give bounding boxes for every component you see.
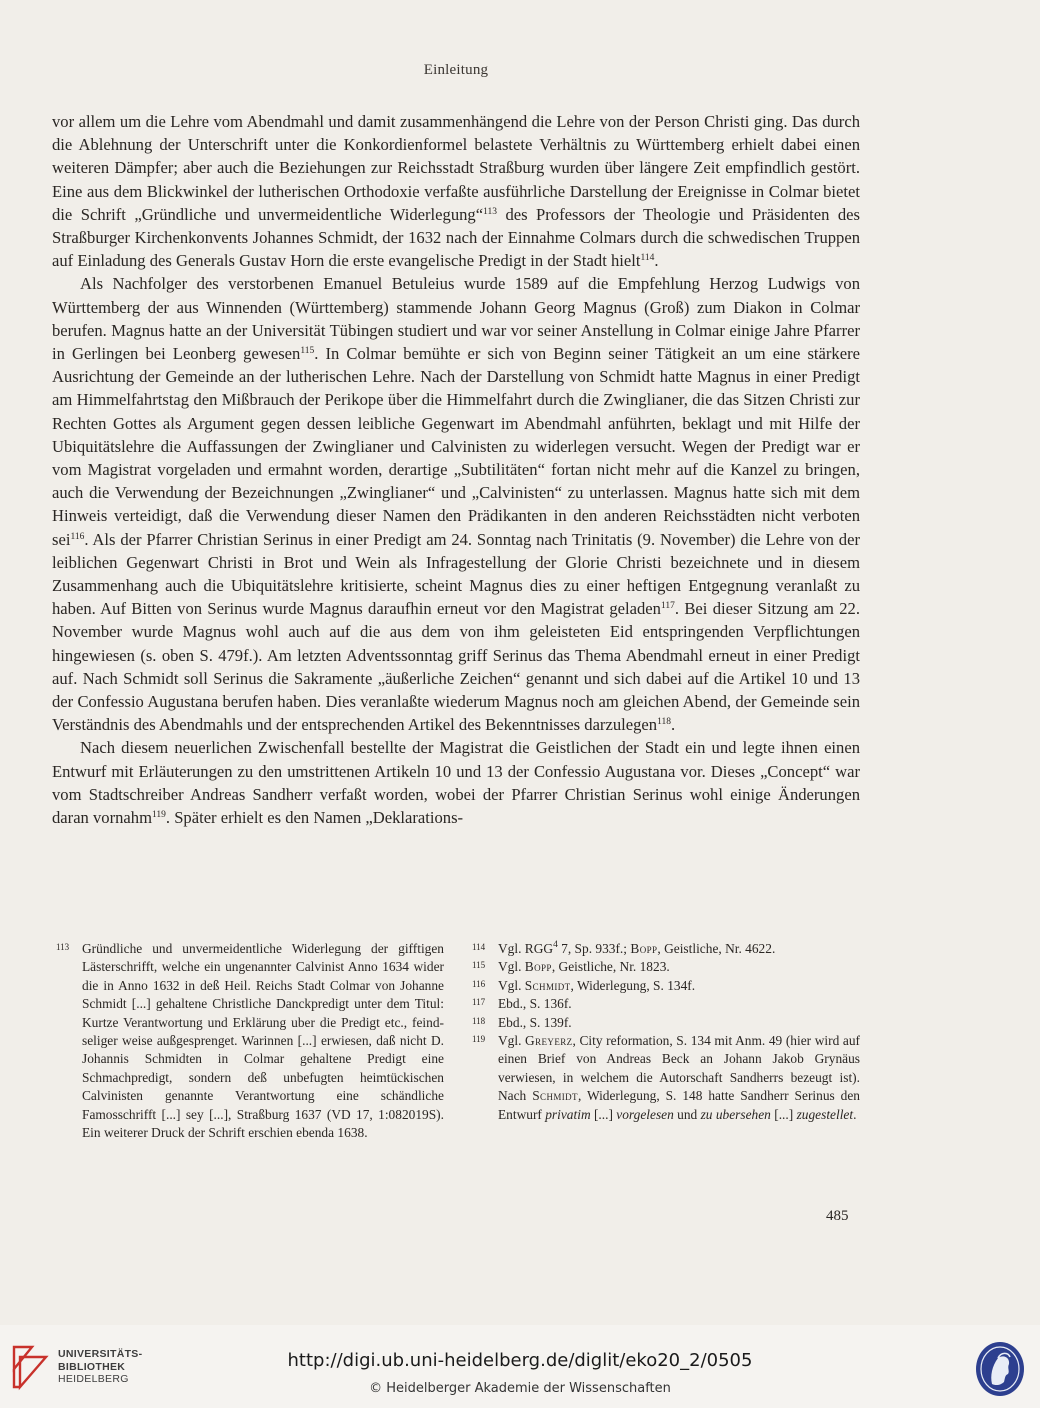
footnote-ref-114[interactable]: 114: [640, 253, 655, 264]
footnote-number: 117: [472, 997, 486, 1008]
footnote-113: [52, 940, 444, 1142]
footnote-115: [468, 958, 860, 976]
footnote-text: Vgl. RGG$^4$ 7, Sp. 933f.; Bopp, Geistliche, Nr. 4622.: [498, 940, 776, 956]
footnote-number: 119: [472, 1034, 486, 1045]
footnote-text: Vgl. Greyerz, City reformation, S. 134 mit Anm. 49 (hier wird auf einen Brief von Andreas Beck an Johann Jakob Grynäus verwiesen, in welchem die Autorschaft Sandherrs bezeugt ist). Nach Schmidt, Widerlegung, S. 148 hatte Sandherr Serinus den Entwurf privatim [...] vorgelesen und zu ubersehen [...] zugestellet.: [498, 1033, 860, 1122]
page-number: 485: [826, 1208, 849, 1224]
footnote-114: [468, 940, 860, 958]
permalink-url[interactable]: http://digi.ub.uni-heidelberg.de/diglit/eko20_2/0505: [287, 1350, 753, 1371]
footnote-text: Vgl. Bopp, Geistliche, Nr. 1823.: [498, 959, 670, 975]
footnotes-left-column: [52, 940, 444, 1142]
main-text: [52, 110, 860, 829]
footnote-number: 118: [472, 1015, 486, 1026]
footnote-number: 113: [56, 942, 70, 952]
paragraph-2: Als Nachfolger des verstorbenen Emanuel Betuleius wurde 1589 auf die Empfehlung Herzog Ludwigs von Württemberg der aus Winnenden (Württemberg) stammende Johann Georg Magnus (Groß) zum Diakon in Colmar berufen. Magnus hatte an der Universität Tübingen studiert und war vor seiner Anstellung in Colmar einige Jahre Pfarrer in Gerlingen bei Leonberg gewesen$^{115}$. In Colmar bemühte er sich von Beginn seiner Tätigkeit an um eine stärkere Ausrichtung der Gemeinde an der lutherischen Lehre. Nach der Darstellung von Schmidt hatte Magnus in einer Predigt am Himmelfahrtstag den Mißbrauch der Perikope über die Himmelfahrt durch die Zwinglianer, die das Sitzen Christi zur Rechten Gottes als Argument gegen dessen leibliche Gegenwart im Abendmahl anführten, beklagt und mit Hilfe der Ubiquitätslehre die Auffassungen der Zwinglianer und Calvinisten zu widerlegen versucht. Wegen der Predigt war er vom Magistrat vorgeladen und ermahnt worden, derartige „Subtilitäten“ fortan nicht mehr auf die Kanzel zu bringen, auch die Verwendung der Bezeichnungen „Zwinglianer“ und „Calvinisten“ zu unterlassen. Magnus hatte sich mit dem Hinweis verteidigt, daß die Verwendung dieser Namen den Prädikanten in den anderen Reichsstädten nicht verboten sei$^{116}$. Als der Pfarrer Christian Serinus in einer Predigt am 24. Sonntag nach Trinitatis (9. November) die Lehre von der leiblichen Gegenwart Christi in Brot und Wein als Infragestellung der Glorie Christi bezeichnete und in diesem Zusammenhang auch die Ubiquitätslehre kritisierte, scheint Magnus dies zu einer heftigen Entgegnung veranlaßt zu haben. Auf Bitten von Serinus wurde Magnus daraufhin erneut vor den Magistrat geladen$^{117}$. Bei dieser Sitzung am 22. November wurde Magnus wohl auch auf die aus dem von ihm geleisteten Eid entspringenden Verpflichtungen hingewiesen (s. oben S. 479f.). Am letzten Adventssonntag griff Serinus das Thema Abendmahl erneut in einer Predigt auf. Nach Schmidt soll Serinus die Sakramente „äußerliche Zeichen“ genannt und sich dabei auf die Artikel 10 und 13 der Confessio Augustana berufen haben. Dies veranlaßte wiederum Magnus noch am gleichen Abend, der Gemeinde sein Verständnis des Abendmahls und der entsprechenden Artikel des Bekenntnisses darzulegen$^{118}$.: [52, 274, 860, 735]
footnote-ref-115[interactable]: 115: [300, 346, 315, 357]
footnote-number: 115: [472, 960, 486, 971]
running-title: Einleitung: [423, 62, 489, 78]
footnote-118: [468, 1014, 860, 1032]
library-name[interactable]: UNIVERSITÄTS- BIBLIOTHEK HEIDELBERG: [58, 1348, 143, 1385]
copyright-notice: © Heidelberger Akademie der Wissenschaften: [369, 1381, 671, 1396]
footnote-text: Gründliche und unvermeidentliche Widerlegung der gifftigen Lästerschrifft, welche ein ungenannter Calvinist Anno 1634 wider die in Anno 1632 in deß Heil. Reichs Stadt Colmar von Johanne Schmidt [...] gehaltene Christliche Danckpredigt unter dem Titul: Kurtze Verantwortung und Erklärung uber die Predigt etc., feindseliger weise außgesprenget. Warinnen [...] erwiesen, daß nicht D. Johannis Schmidten in Colmar gehaltene Predigt eine Schmachpredigt, sondern deß unbefugten heimtückischen Calvinisten genannte Verantwortung eine schändliche Famosschrifft [...] sey [...], Straßburg 1637 (VD 17, 1:082019S). Ein weiterer Druck der Schrift erschien ebenda 1638.: [82, 941, 444, 1141]
academy-seal-icon[interactable]: [974, 1340, 1026, 1398]
footnote-number: 114: [472, 942, 486, 952]
footnote-text: Ebd., S. 136f.: [498, 996, 572, 1012]
footnote-116: [468, 977, 860, 995]
footnote-ref-119[interactable]: 119: [151, 810, 166, 821]
footnote-ref-118[interactable]: 118: [657, 717, 671, 728]
footnote-119: [468, 1032, 860, 1124]
footnote-ref-113[interactable]: 113: [483, 206, 497, 217]
footnote-text: Ebd., S. 139f.: [498, 1014, 572, 1030]
footnote-number: 116: [472, 978, 486, 989]
paragraph-1: vor allem um die Lehre vom Abendmahl und damit zusammenhängend die Lehre von der Person Christi ging. Das durch die Ablehnung der Unterschrift unter die Konkordienformel belastete Verhältnis zu Württemberg erhielt dabei einen weiteren Dämpfer; aber auch die Beziehungen zur Reichsstadt Straßburg wurden über längere Zeit empfindlich gestört. Eine aus dem Blickwinkel der lutherischen Orthodoxie verfaßte ausführliche Darstellung der Ereignisse in Colmar bietet die Schrift „Gründliche und unvermeidentliche Widerlegung“$^{113}$ des Professors der Theologie und Präsidenten des Straßburger Kirchenkonvents Johannes Schmidt, der 1632 nach der Einnahme Colmars durch die schwedischen Truppen auf Einladung des Generals Gustav Horn die erste evangelische Predigt in der Stadt hielt$^{114}$.: [52, 112, 860, 271]
footnote-ref-116[interactable]: 116: [70, 531, 85, 542]
footnote-ref-117[interactable]: 117: [660, 601, 675, 612]
footnotes: [52, 940, 860, 1142]
footnote-text: Vgl. Schmidt, Widerlegung, S. 134f.: [498, 977, 696, 993]
footnotes-right-column: [468, 940, 860, 1142]
paragraph-3: Nach diesem neuerlichen Zwischenfall bestellte der Magistrat die Geistlichen der Stadt ein und legte ihnen einen Entwurf mit Erläuterungen zu den umstrittenen Artikeln 10 und 13 der Confessio Augustana vor. Dieses „Concept“ war vom Stadtschreiber Andreas Sandherr verfaßt worden, wobei der Pfarrer Christian Serinus wohl einige Änderungen daran vornahm$^{119}$. Später erhielt es den Namen „Deklarations-: [52, 738, 860, 828]
footnote-117: [468, 995, 860, 1013]
